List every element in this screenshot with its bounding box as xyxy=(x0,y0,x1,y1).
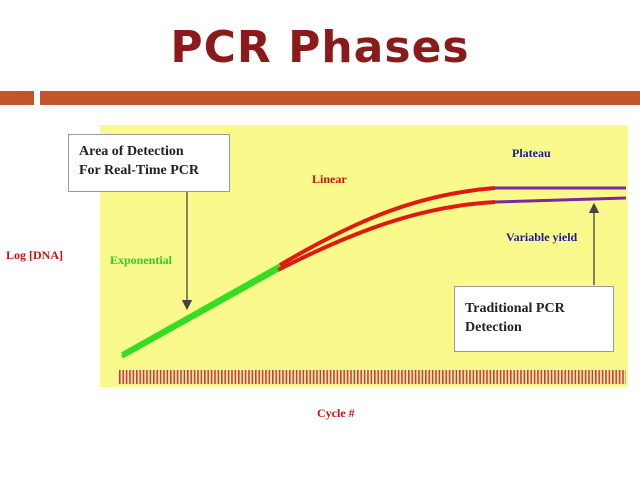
real-time-callout-line2: For Real-Time PCR xyxy=(79,163,200,178)
exponential-label: Exponential xyxy=(110,253,173,267)
real-time-detection-callout xyxy=(68,134,230,192)
real-time-callout-line1: Area of Detection xyxy=(79,144,184,159)
title-rule-left xyxy=(0,91,34,105)
pcr-phases-figure xyxy=(0,110,640,440)
cycle-axis-ticks xyxy=(118,370,626,384)
slide-title: PCR Phases xyxy=(170,22,470,73)
traditional-callout-line2: Detection xyxy=(465,320,522,335)
variable-yield-label: Variable yield xyxy=(506,230,578,244)
linear-label: Linear xyxy=(312,172,347,186)
title-rule-right xyxy=(40,91,640,105)
x-axis-label: Cycle # xyxy=(317,406,355,420)
traditional-callout-line1: Traditional PCR xyxy=(465,301,565,316)
y-axis-label: Log [DNA] xyxy=(6,248,63,262)
traditional-detection-callout xyxy=(454,286,614,352)
plateau-label: Plateau xyxy=(512,146,551,160)
